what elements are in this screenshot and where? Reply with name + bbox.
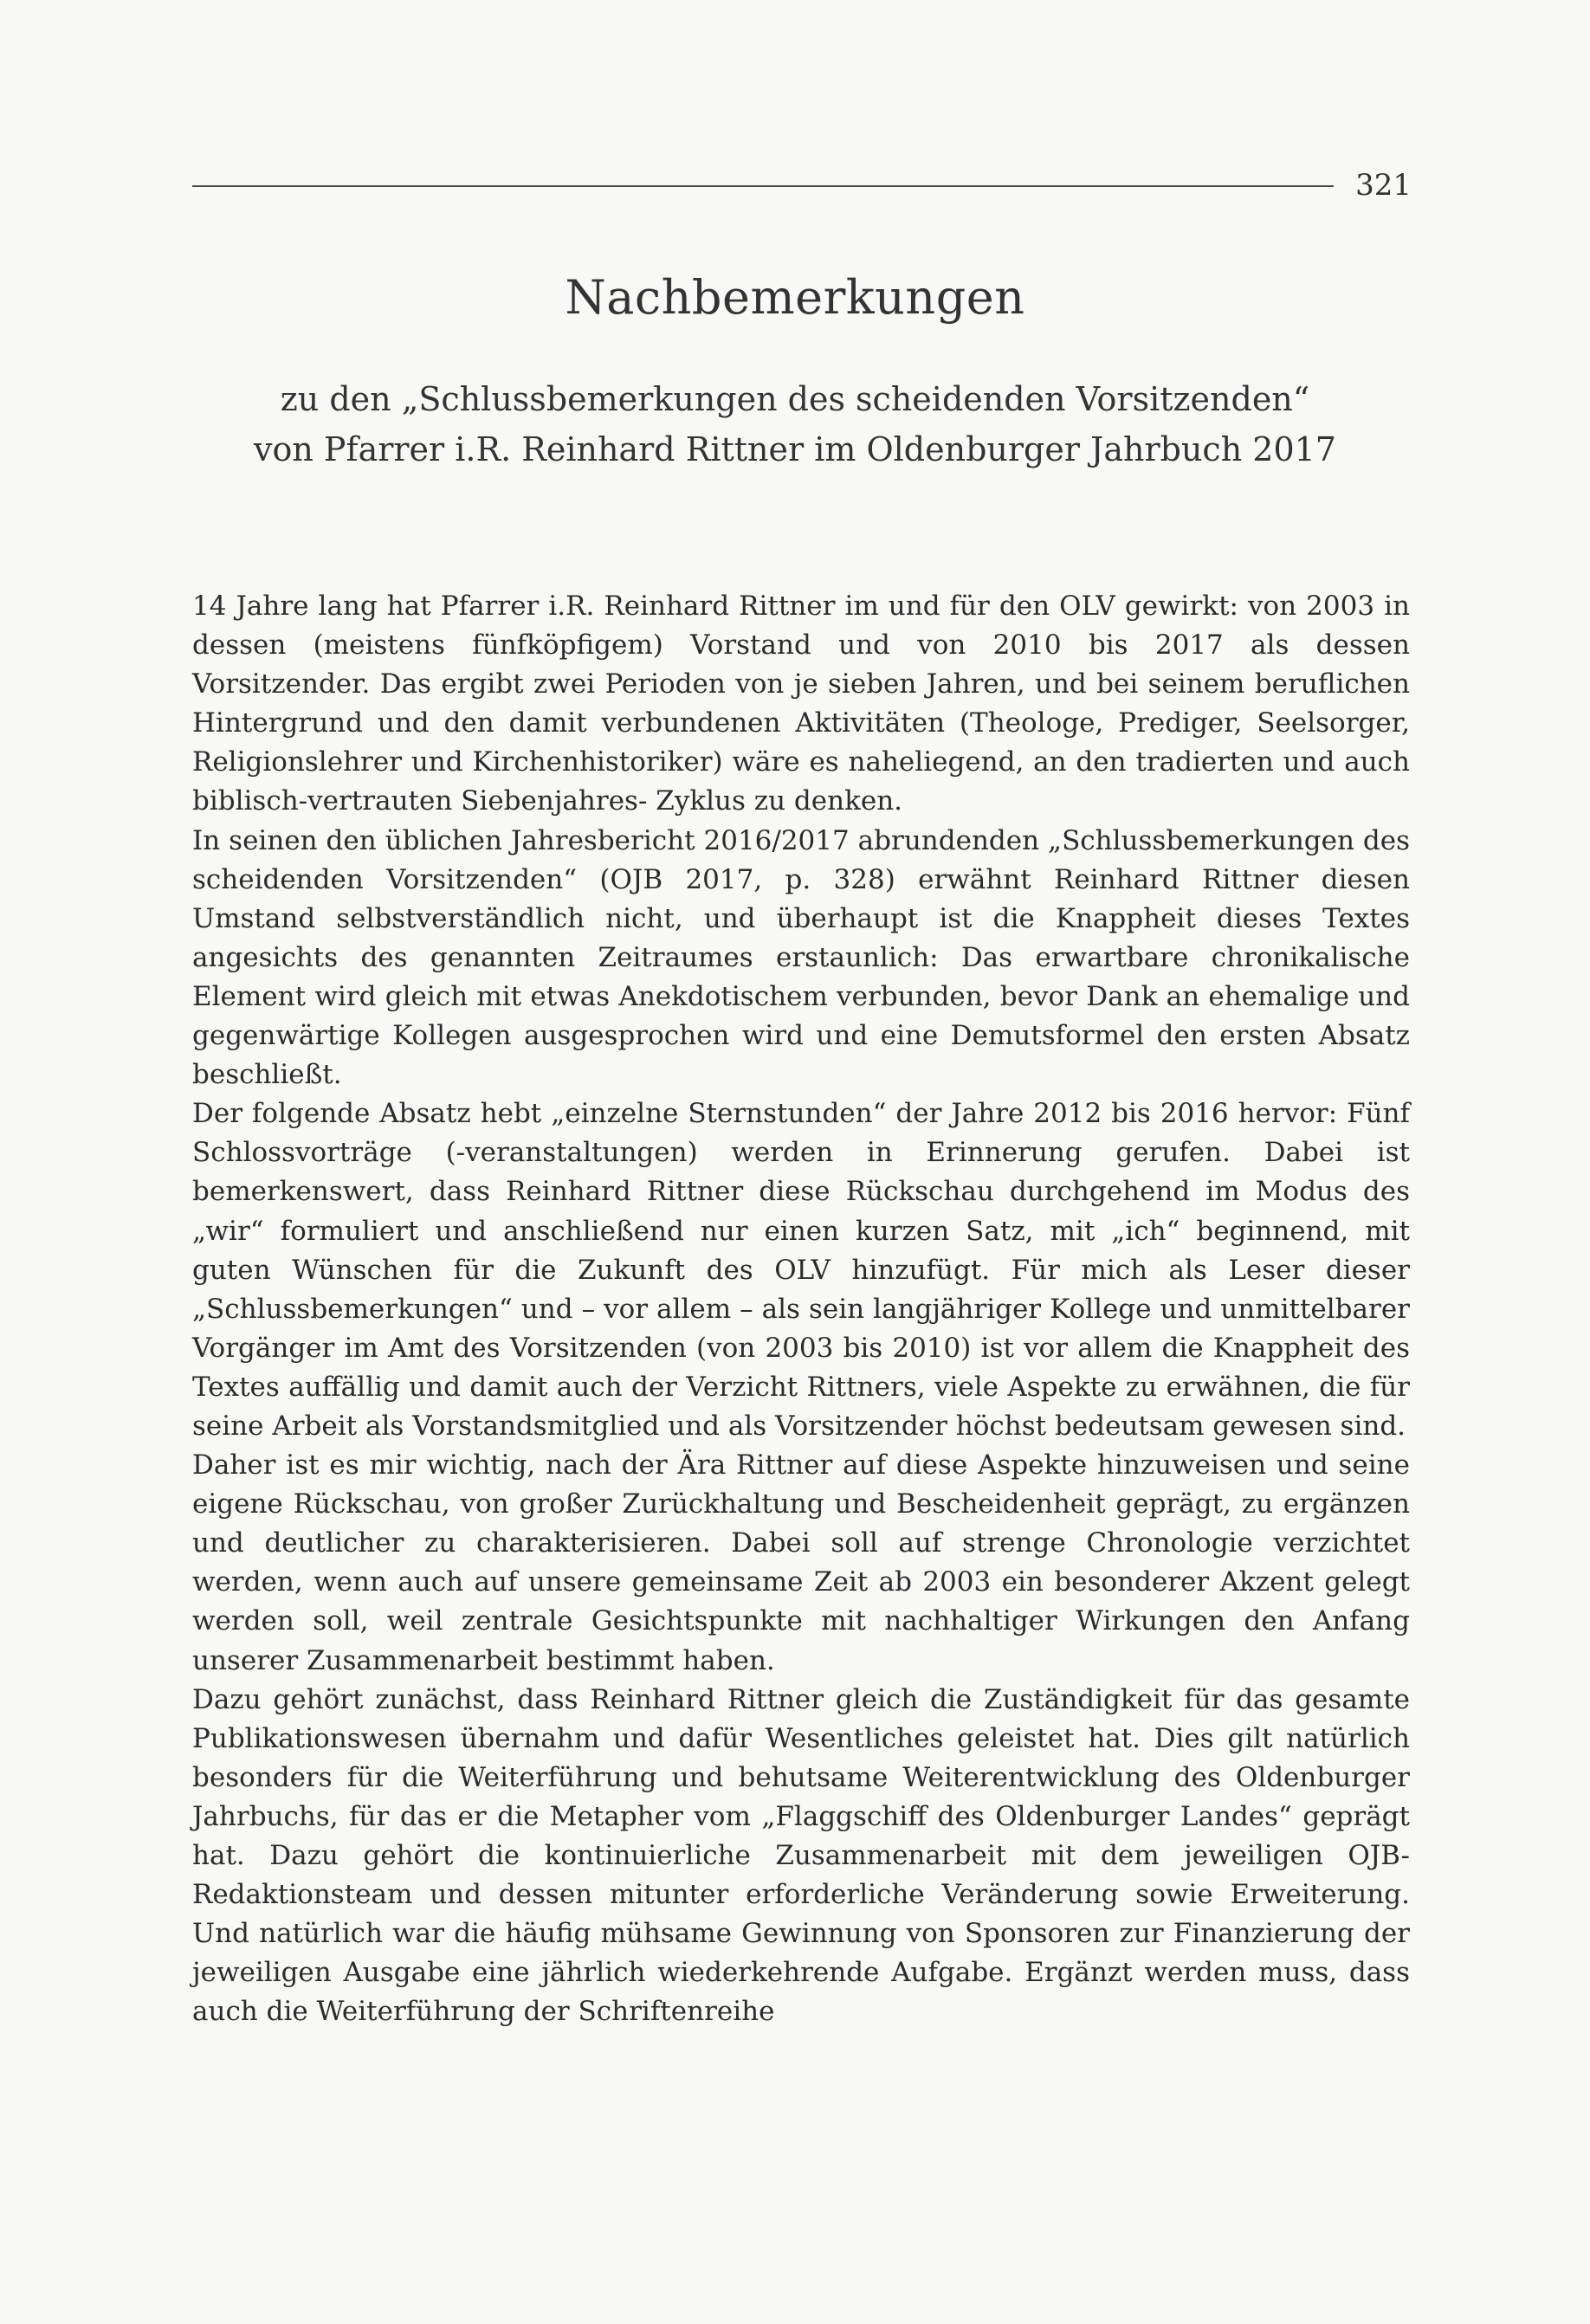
paragraph-3: Der folgende Absatz hebt „einzelne Sternstunden“ der Jahre 2012 bis 2016 hervor: Fünf Schlossvorträge (-veranstaltungen) werden in Erinnerung gerufen. Dabei ist bemerkenswert, dass Reinhard Rittner diese Rückschau durchgehend im Modus des „wir“ formuliert und anschließend nur einen kurzen Satz, mit „ich“ beginnend, mit guten Wünschen für die Zukunft des OLV hinzufügt. Für mich als Leser dieser „Schlussbemerkungen“ und – vor allem – als sein langjähriger Kollege und unmittelbarer Vorgänger im Amt des Vorsitzenden (von 2003 bis 2010) ist vor allem die Knappheit des Textes auffällig und damit auch der Verzicht Rittners, viele Aspekte zu erwähnen, die für seine Arbeit als Vorstandsmitglied und als Vorsitzender höchst bedeutsam gewesen sind. — [192, 1098, 1410, 1442]
page-number: 321 — [1355, 168, 1412, 203]
subtitle-line-2: von Pfarrer i.R. Reinhard Rittner im Oldenburger Jahrbuch 2017 — [254, 430, 1336, 468]
header-rule — [192, 185, 1334, 187]
paragraph-1: 14 Jahre lang hat Pfarrer i.R. Reinhard Rittner im und für den OLV gewirkt: von 2003 in dessen (meistens fünfköpfigem) Vorstand und von 2010 bis 2017 als dessen Vorsitzender. Das ergibt zwei Perioden von je sieben Jahren, und bei seinem beruflichen Hintergrund und den damit verbundenen Aktivitäten (Theologe, Prediger, Seelsorger, Religionslehrer und Kirchenhistoriker) wäre es naheliegend, an den tradierten und auch biblisch-vertrauten Siebenjahres- Zyklus zu denken. — [192, 591, 1410, 817]
paragraph-4: Daher ist es mir wichtig, nach der Ära Rittner auf diese Aspekte hinzuweisen und seine eigene Rückschau, von großer Zurückhaltung und Bescheidenheit geprägt, zu ergänzen und deutlicher zu charakterisieren. Dabei soll auf strenge Chronologie verzichtet werden, wenn auch auf unsere gemeinsame Zeit ab 2003 ein besonderer Akzent gelegt werden soll, weil zentrale Gesichtspunkte mit nachhaltiger Wirkungen den Anfang unserer Zusammenarbeit bestimmt haben. — [192, 1449, 1410, 1676]
page-title: Nachbemerkungen — [565, 270, 1025, 325]
subtitle — [0, 374, 1590, 474]
paragraph-5: Dazu gehört zunächst, dass Reinhard Rittner gleich die Zuständigkeit für das gesamte Publikationswesen übernahm und dafür Wesentliches geleistet hat. Dies gilt natürlich besonders für die Weiterführung und behutsame Weiterentwicklung des Oldenburger Jahrbuchs, für das er die Metapher vom „Flaggschiff des Oldenburger Landes“ geprägt hat. Dazu gehört die kontinuierliche Zusammenarbeit mit dem jeweiligen OJB-Redaktionsteam und dessen mitunter erforderliche Veränderung sowie Erweiterung. Und natürlich war die häufig mühsame Gewinnung von Sponsoren zur Finanzierung der jeweiligen Ausgabe eine jährlich wiederkehrende Aufgabe. Ergänzt werden muss, dass auch die Weiterführung der Schriftenreihe — [192, 1683, 1410, 2028]
subtitle-line-1: zu den „Schlussbemerkungen des scheidenden Vorsitzenden“ — [280, 380, 1310, 418]
paragraph-2: In seinen den üblichen Jahresbericht 2016/2017 abrundenden „Schlussbemerkungen des scheidenden Vorsitzenden“ (OJB 2017, p. 328) erwähnt Reinhard Rittner diesen Umstand selbstverständlich nicht, und überhaupt ist die Knappheit dieses Textes angesichts des genannten Zeitraumes erstaunlich: Das erwartbare chronikalische Element wird gleich mit etwas Anekdotischem verbunden, bevor Dank an ehemalige und gegenwärtige Kollegen ausgesprochen wird und eine Demutsformel den ersten Absatz beschließt. — [192, 824, 1410, 1091]
body-text — [192, 587, 1410, 2031]
